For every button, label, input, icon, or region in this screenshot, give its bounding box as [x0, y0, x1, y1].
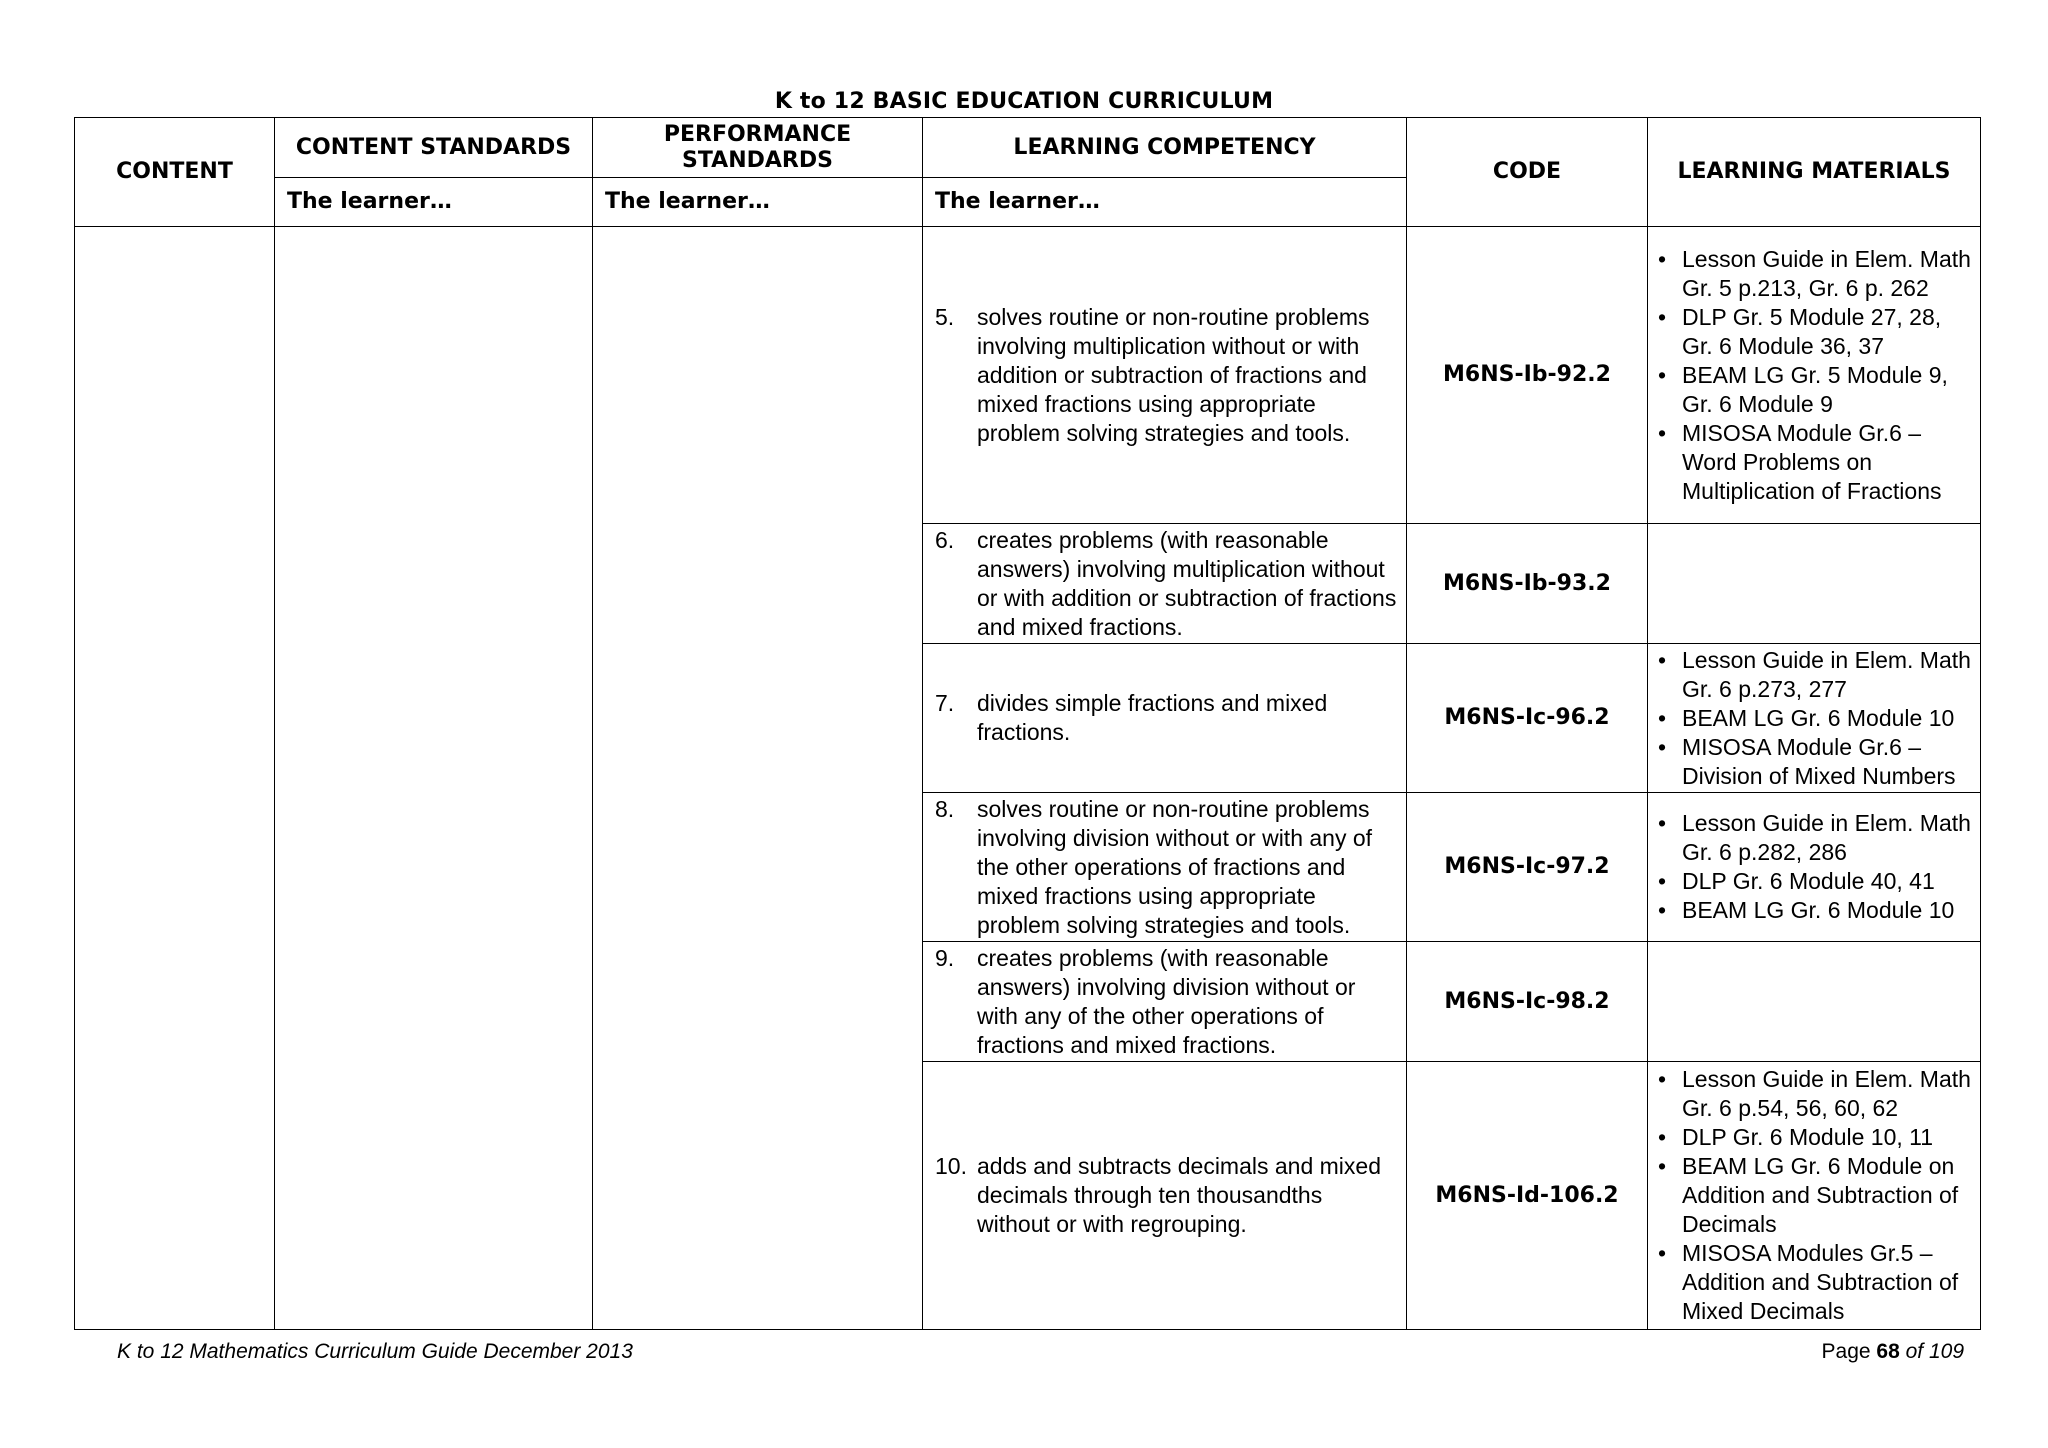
learning-competency-cell — [923, 793, 1407, 942]
competency-number: 9. — [935, 944, 955, 971]
header-code: CODE — [1407, 118, 1648, 227]
footer-page-total: of 109 — [1905, 1340, 1964, 1363]
materials-list — [1658, 809, 1974, 925]
learning-materials-cell — [1648, 793, 1981, 942]
competency-number: 6. — [935, 526, 955, 553]
header-learning-materials: LEARNING MATERIALS — [1648, 118, 1981, 227]
bullet-icon: • — [1658, 868, 1667, 894]
material-item — [1658, 704, 1974, 733]
learning-materials-cell — [1648, 942, 1981, 1062]
material-item — [1658, 303, 1974, 361]
learning-materials-cell — [1648, 524, 1981, 644]
learner-label-content-standards: The learner… — [275, 178, 593, 227]
learning-competency-cell — [923, 644, 1407, 793]
bullet-icon: • — [1658, 1066, 1667, 1092]
competency-text: divides simple fractions and mixed fractions. — [977, 690, 1328, 745]
competency-row — [75, 227, 1981, 524]
competency-number: 8. — [935, 795, 955, 822]
material-text: BEAM LG Gr. 6 Module 10 — [1682, 897, 1955, 923]
header-content-standards: CONTENT STANDARDS — [275, 118, 593, 178]
material-item — [1658, 646, 1974, 704]
competency-number: 10. — [935, 1153, 967, 1179]
materials-list — [1658, 245, 1974, 506]
footer-page-number: 68 — [1876, 1340, 1900, 1363]
competency-code: M6NS-Ib-92.2 — [1407, 227, 1648, 524]
material-item — [1658, 867, 1974, 896]
bullet-icon: • — [1658, 419, 1667, 446]
learning-competency-cell — [923, 1062, 1407, 1330]
learning-materials-cell — [1648, 227, 1981, 524]
material-text: Lesson Guide in Elem. Math Gr. 6 p.273, 277 — [1682, 646, 1971, 702]
competency-text: creates problems (with reasonable answers) involving multiplication without or with addition or subtraction of fractions and mixed fractions. — [977, 526, 1397, 640]
material-text: Lesson Guide in Elem. Math Gr. 5 p.213, Gr. 6 p. 262 — [1682, 245, 1971, 301]
competency-code: M6NS-Ic-97.2 — [1407, 793, 1648, 942]
material-text: DLP Gr. 6 Module 10, 11 — [1682, 1124, 1934, 1150]
performance-standards-cell — [593, 227, 923, 1330]
material-text: MISOSA Modules Gr.5 – Addition and Subtraction of Mixed Decimals — [1682, 1240, 1959, 1324]
bullet-icon: • — [1658, 704, 1667, 731]
header-learning-competency: LEARNING COMPETENCY — [923, 118, 1407, 178]
footer-guide-title: K to 12 Mathematics Curriculum Guide December 2013 — [117, 1340, 633, 1363]
material-item — [1658, 1239, 1974, 1326]
bullet-icon: • — [1658, 1124, 1667, 1150]
learner-label-performance-standards: The learner… — [593, 178, 923, 227]
bullet-icon: • — [1658, 361, 1667, 388]
bullet-icon: • — [1658, 733, 1667, 760]
materials-list — [1658, 646, 1974, 791]
learner-label-learning-competency: The learner… — [923, 178, 1407, 227]
material-text: MISOSA Module Gr.6 – Word Problems on Multiplication of Fractions — [1682, 419, 1942, 504]
competency-text: solves routine or non-routine problems involving division without or with any of the other operations of fractions and mixed fractions using appropriate problem solving strategies and tools. — [977, 795, 1373, 938]
header-performance-standards: PERFORMANCE STANDARDS — [593, 118, 923, 178]
bullet-icon: • — [1658, 897, 1667, 923]
footer-page-indicator — [1822, 1339, 1964, 1365]
material-item — [1658, 419, 1974, 506]
material-item — [1658, 896, 1974, 925]
bullet-icon: • — [1658, 646, 1667, 673]
content-standards-cell — [275, 227, 593, 1330]
material-item — [1658, 1152, 1974, 1239]
competency-number: 5. — [935, 303, 955, 330]
learning-competency-cell — [923, 227, 1407, 524]
curriculum-table — [74, 117, 1981, 1330]
competency-text: creates problems (with reasonable answers) involving division without or with any of the other operations of fractions and mixed fractions. — [977, 944, 1356, 1058]
material-text: BEAM LG Gr. 6 Module on Addition and Subtraction of Decimals — [1682, 1153, 1959, 1237]
document-title: K to 12 BASIC EDUCATION CURRICULUM — [774, 89, 1274, 114]
materials-list — [1658, 1065, 1974, 1326]
learning-materials-cell — [1648, 1062, 1981, 1330]
competency-number: 7. — [935, 690, 955, 716]
material-text: BEAM LG Gr. 6 Module 10 — [1682, 704, 1955, 731]
learning-competency-cell — [923, 942, 1407, 1062]
bullet-icon: • — [1658, 1153, 1667, 1179]
competency-code: M6NS-Ib-93.2 — [1407, 524, 1648, 644]
bullet-icon: • — [1658, 303, 1667, 330]
footer-page-label: Page — [1821, 1340, 1871, 1363]
material-item — [1658, 361, 1974, 419]
competency-code: M6NS-Id-106.2 — [1407, 1062, 1648, 1330]
material-text: Lesson Guide in Elem. Math Gr. 6 p.54, 56, 60, 62 — [1682, 1066, 1971, 1121]
content-cell — [75, 227, 275, 1330]
material-text: DLP Gr. 5 Module 27, 28, Gr. 6 Module 36, 37 — [1682, 303, 1942, 359]
competency-text: adds and subtracts decimals and mixed decimals through ten thousandths without or with regrouping. — [977, 1153, 1381, 1237]
material-item — [1658, 1123, 1974, 1152]
material-text: Lesson Guide in Elem. Math Gr. 6 p.282, 286 — [1682, 810, 1971, 865]
bullet-icon: • — [1658, 810, 1667, 836]
material-item — [1658, 245, 1974, 303]
bullet-icon: • — [1658, 245, 1667, 272]
header-content: CONTENT — [75, 118, 275, 227]
material-text: BEAM LG Gr. 5 Module 9, Gr. 6 Module 9 — [1682, 361, 1948, 417]
competency-code: M6NS-Ic-96.2 — [1407, 644, 1648, 793]
material-item — [1658, 809, 1974, 867]
material-text: MISOSA Module Gr.6 – Division of Mixed Numbers — [1682, 733, 1956, 789]
material-text: DLP Gr. 6 Module 40, 41 — [1682, 868, 1935, 894]
learning-competency-cell — [923, 524, 1407, 644]
learning-materials-cell — [1648, 644, 1981, 793]
competency-code: M6NS-Ic-98.2 — [1407, 942, 1648, 1062]
bullet-icon: • — [1658, 1240, 1667, 1266]
material-item — [1658, 1065, 1974, 1123]
competency-text: solves routine or non-routine problems involving multiplication without or with addition or subtraction of fractions and mixed fractions using appropriate problem solving strategies and tools. — [977, 303, 1370, 446]
material-item — [1658, 733, 1974, 791]
header-row — [75, 118, 1981, 178]
